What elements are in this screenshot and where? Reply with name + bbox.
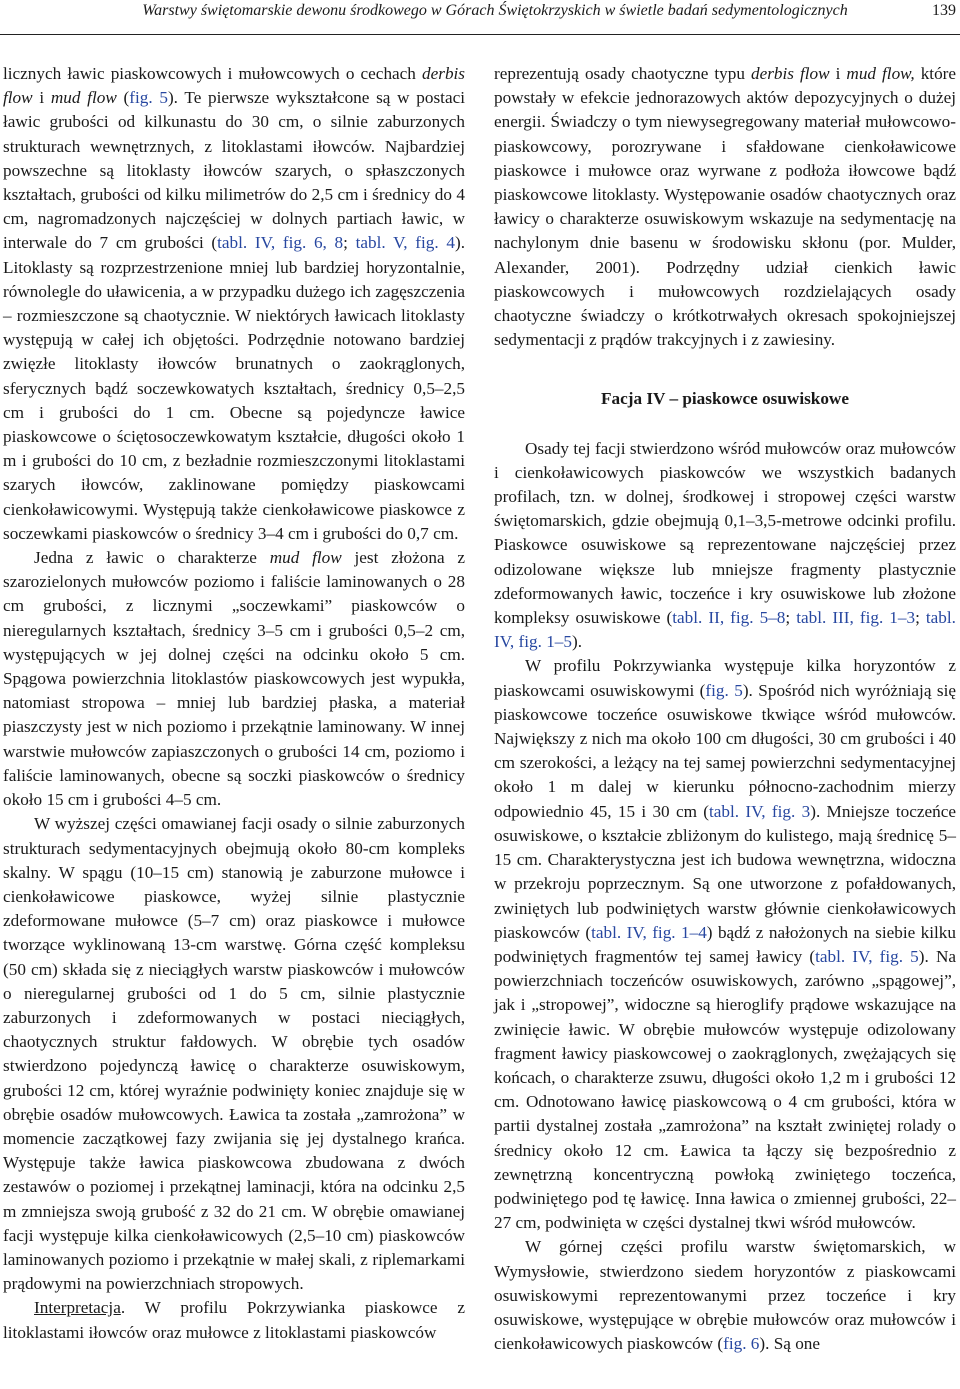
figure-reference-link[interactable]: fig. 5 (129, 88, 168, 108)
italic-term: mud flow, (846, 64, 915, 83)
text-run: ; (915, 608, 926, 628)
text-run: reprezentują osady chaotyczne typu (494, 64, 751, 83)
text-run: W profilu Pokrzywianka występuje kilka horyzontów z piaskowcami osuwiskowymi ( (494, 656, 956, 700)
italic-term: mud flow (269, 548, 342, 568)
plate-reference-link[interactable]: tabl. IV, fig. 5 (815, 946, 919, 966)
plate-reference-link[interactable]: tabl. IV, fig. 6, 8 (217, 233, 344, 253)
plate-reference-link[interactable]: tabl. IV, fig. 1–5 (494, 608, 956, 652)
text-run: ). Mniejsze toczeńce osuwiskowe, o kształcie zbliżonym do kulistego, mają średnicę 5–15 cm. Charakterystyczna jest ich budowa wewnętrzna, widoczna w przekroju poprzecznym. Są one utworzone z pofałdowanych, zwiniętych lub podwiniętych warstw głównie cienkoławicowych piaskowców ( (494, 801, 956, 942)
section-heading: Facja IV – piaskowce osuwiskowe (601, 389, 849, 409)
text-run: i (829, 64, 847, 83)
text-run: W górnej części profilu warstw świętomarskich, w Wymysłowie, stwierdzono siedem horyzontów z piaskowcami osuwiskowymi reprezentowanymi przez toczeńce i kry osuwiskowe, występujące w obrębie mułowców oraz mułowców i cienkoławicowych piaskowców ( (494, 1237, 956, 1354)
paragraph: W wyższej części omawianej facji osady o silnie zaburzonych strukturach sedymentacyjnych obejmują około 80-cm kompleks skalny. W spągu (10–15 cm) stanowią je zaburzone mułowce i cienkoławicowe piaskowce, wyżej silnie plastycznie zdeformowane mułowce (5–7 cm) oraz piaskowce i mułowce tworzące wyklinowaną 13-cm warstwę. Górna część kompleksu (50 cm) składa się z nieciągłych warstw piaskowców i mułowców o nieregularnej grubości od 1 do 5 cm, silnie plastycznie zaburzonych i zdeformowanych w postaci nieciągłych, chaotycznych struktur fałdowych. W obrębie tych osadów stwierdzono pojedynczą ławicę o charakterze osuwiskowym, grubości 12 cm, której wyraźnie podwinięty koniec znajduje się w obrębie osadów mułowcowych. Ławica ta została „zamrożona” w momencie zaczątkowej fazy zwijania się jej dystalnego krańca. Występuje także ławica piaskowcowa zbudowana z dwóch zestawów o poziomej i przekątnej laminacji, która na odcinku 2,5 m zmniejsza swoją grubość z 32 do 21 cm. W obrębie omawianej facji występuje kilka cienkoławicowych (2,5–10 cm) piaskowców laminowanych poziomo i przekątnie w małej skali, z riplemarkami prądowymi na powierzchniach stropowych. (3, 814, 465, 1294)
text-run: które powstały w efekcie jednorazowych aktów depozycyjnych o dużej energii. Świadczy o tym niewysegregowany materiał mułowcowo-piaskowcowy, porozrywane i sfałdowane cienkoławicowe piaskowce i mułowce oraz wyrwane z podłoża iłowcowe bądź piaskowcowe litoklasty. Występowanie osadów chaotycznych oraz ławicy o charakterze osuwiskowym wskazuje na sedymentację na nachylonym dnie basenu w środowisku skłonu (por. Mulder, Alexander, 2001). Podrzędny udział cienkich ławic piaskowcowych i mułowcowych rozdzielających osady chaotyczne świadczy o krótkotrwałych okresach spokojniejszej sedymentacji z prądów trakcyjnych i z zawiesiny. (494, 64, 957, 350)
right-column (494, 62, 956, 1356)
paragraph (3, 1296, 465, 1344)
text-run: jest złożona z szarozielonych mułowców poziomo i faliście laminowanych o 28 cm grubości, z licznymi „soczewkami” piaskowców o nieregularnych kształtach, średnicy 3–5 cm i grubości 0,5–2 cm, występujących w jej dolnej części na odcinku około 5 cm. Spągowa powierzchnia litoklastów piaskowcowych jest wypukła, natomiast stropowa – mniej lub bardziej płaska, a materiał piaszczysty jest w nich poziomo i przekątnie laminowany. W innej warstwie mułowców zapiaszczonych o grubości 14 cm, poziomo i faliście laminowanych, obecne są soczki piaskowców o średnicy około 15 cm i grubości 4–5 cm. (3, 548, 465, 810)
paragraph (494, 1235, 956, 1356)
figure-reference-link[interactable]: fig. 6 (723, 1334, 760, 1354)
text-run: ). Na powierzchniach toczeńców osuwiskowych, zarówno „spągowej”, jak i „stropowej”, widoczne są hieroglify prądowe wskazujące na zwinięcie ławic. W obrębie mułowców występuje odizolowany fragment ławicy piaskowcowej o zaokrąglonych, zwężających się końcach, o charakterze zsuwu, długości około 1,2 m i grubości 12 cm. Odnotowano ławicę piaskowcową o 4 cm grubości, która w partii dystalnej została „zamrożona” na kształt zwiniętej rolady o średnicy około 12 cm. Ławica ta łączy się bezpośrednio z zewnętrzną koncentryczną powłoką zwiniętego toczeńca, podwiniętego pod tę ławicę. Inna ławica o zmiennej grubości, 22–27 cm, podwinięta w części dystalnej tkwi wśród mułowców. (494, 946, 956, 1233)
text-run: . W profilu Pokrzywianka piaskowce z litoklastami iłowców oraz mułowce z litoklastami piaskowców (3, 1298, 465, 1342)
text-run: ; (785, 608, 797, 628)
text-run: i (32, 88, 51, 108)
paragraph (494, 654, 956, 1235)
italic-term: derbis flow (750, 64, 830, 83)
plate-reference-link[interactable]: tabl. IV, fig. 3 (709, 801, 811, 821)
running-title: Warstwy świętomarskie dewonu środkowego w Górach Świętokrzyskich w świetle badań sedymentologicznych (142, 2, 848, 19)
plate-reference-link[interactable]: tabl. II, fig. 5–8 (672, 608, 786, 628)
text-run: ) bądź z nałożonych na siebie kilku podwiniętych fragmentów tej samej ławicy ( (494, 922, 956, 966)
text-run: ). Litoklasty są rozprzestrzenione mniej lub bardziej horyzontalnie, równolegle do uławicenia, a w przypadku dużego ich zagęszczenia – rozmieszczone są chaotycznie. W niektórych ławicach litoklasty występują w całej ich objętości. Podrzędnie notowano bardziej zwięzłe litoklasty iłowców brunatnych o zaokrąglonych, sferycznych bądź soczewkowatych kształtach, średnicy 0,5–2,5 cm i grubości do 1 cm. Obecne są pojedyncze ławice piaskowcowe o ściętosoczewkowatym kształcie, długości około 1 m i grubości do 10 cm, z bezładnie rozmieszczonymi litoklastami szarych iłowców, zaklinowane pomiędzy piaskowcami cienkoławicowymi. Występują także cienkoławicowe piaskowce z soczewkami piaskowców o średnicy 3–4 cm i grubości do 0,7 cm. (3, 233, 465, 543)
text-run: ). Spośród nich wyróżniają się piaskowcowe toczeńce osuwiskowe tkwiące wśród mułowców. Największy z nich ma około 100 cm długości, 30 cm grubości i 40 cm szerokości, a leżący na tej samej powierzchni sedymentacyjnej około 1 m dalej w kierunku północno-zachodnim mierzy odpowiednio 45, 15 i 30 cm ( (494, 680, 956, 821)
text-run: Jedna z ławic o charakterze (34, 548, 270, 568)
text-run: ). Są one (759, 1334, 821, 1354)
text-run: ). Te pierwsze wykształcone są w postaci ławic grubości od kilkunastu do 30 cm, o silnie zaburzonych strukturach wewnętrznych, z litoklastami iłowców. Najbardziej powszechne są litoklasty iłowców szarych, o spłaszczonych kształtach, grubości od kilku milimetrów do 2,5 cm i średnicy do 4 cm, nagromadzonych najczęściej w dolnych partiach ławic, w interwale do 7 cm grubości ( (3, 88, 465, 253)
italic-term: derbis flow (3, 64, 465, 108)
section-label-interpretation: Interpretacja (34, 1298, 121, 1318)
text-run: ; (343, 233, 356, 253)
paragraph (494, 62, 956, 352)
paragraph (494, 437, 956, 655)
running-header (0, 0, 960, 35)
text-run: ). (571, 632, 583, 652)
plate-reference-link[interactable]: tabl. V, fig. 4 (355, 233, 455, 253)
text-run: Osady tej facji stwierdzono wśród mułowców oraz mułowców i cienkoławicowych piaskowców we wszystkich badanych profilach, tzn. w dolnej, środkowej i stropowej części warstw świętomarskich, gdzie obejmują 0,1–3,5-metrowe odcinki profilu. Piaskowce osuwiskowe są reprezentowane najczęściej przez odizolowane większe lub mniejsze fragmenty plastycznie zdeformowanych ławic, toczeńce i kry osuwiskowe lub złożone kompleksy osuwiskowe ( (494, 438, 956, 628)
paragraph (3, 62, 465, 546)
plate-reference-link[interactable]: tabl. IV, fig. 1–4 (591, 922, 707, 942)
paragraph (3, 546, 465, 812)
page-number: 139 (932, 2, 956, 19)
text-run: ( (116, 88, 130, 108)
plate-reference-link[interactable]: tabl. III, fig. 1–3 (796, 608, 916, 628)
text-run: licznych ławic piaskowcowych i mułowcowych o cechach (3, 64, 423, 83)
italic-term: mud flow (50, 88, 117, 108)
figure-reference-link[interactable]: fig. 5 (705, 680, 743, 700)
left-column (3, 62, 465, 1345)
